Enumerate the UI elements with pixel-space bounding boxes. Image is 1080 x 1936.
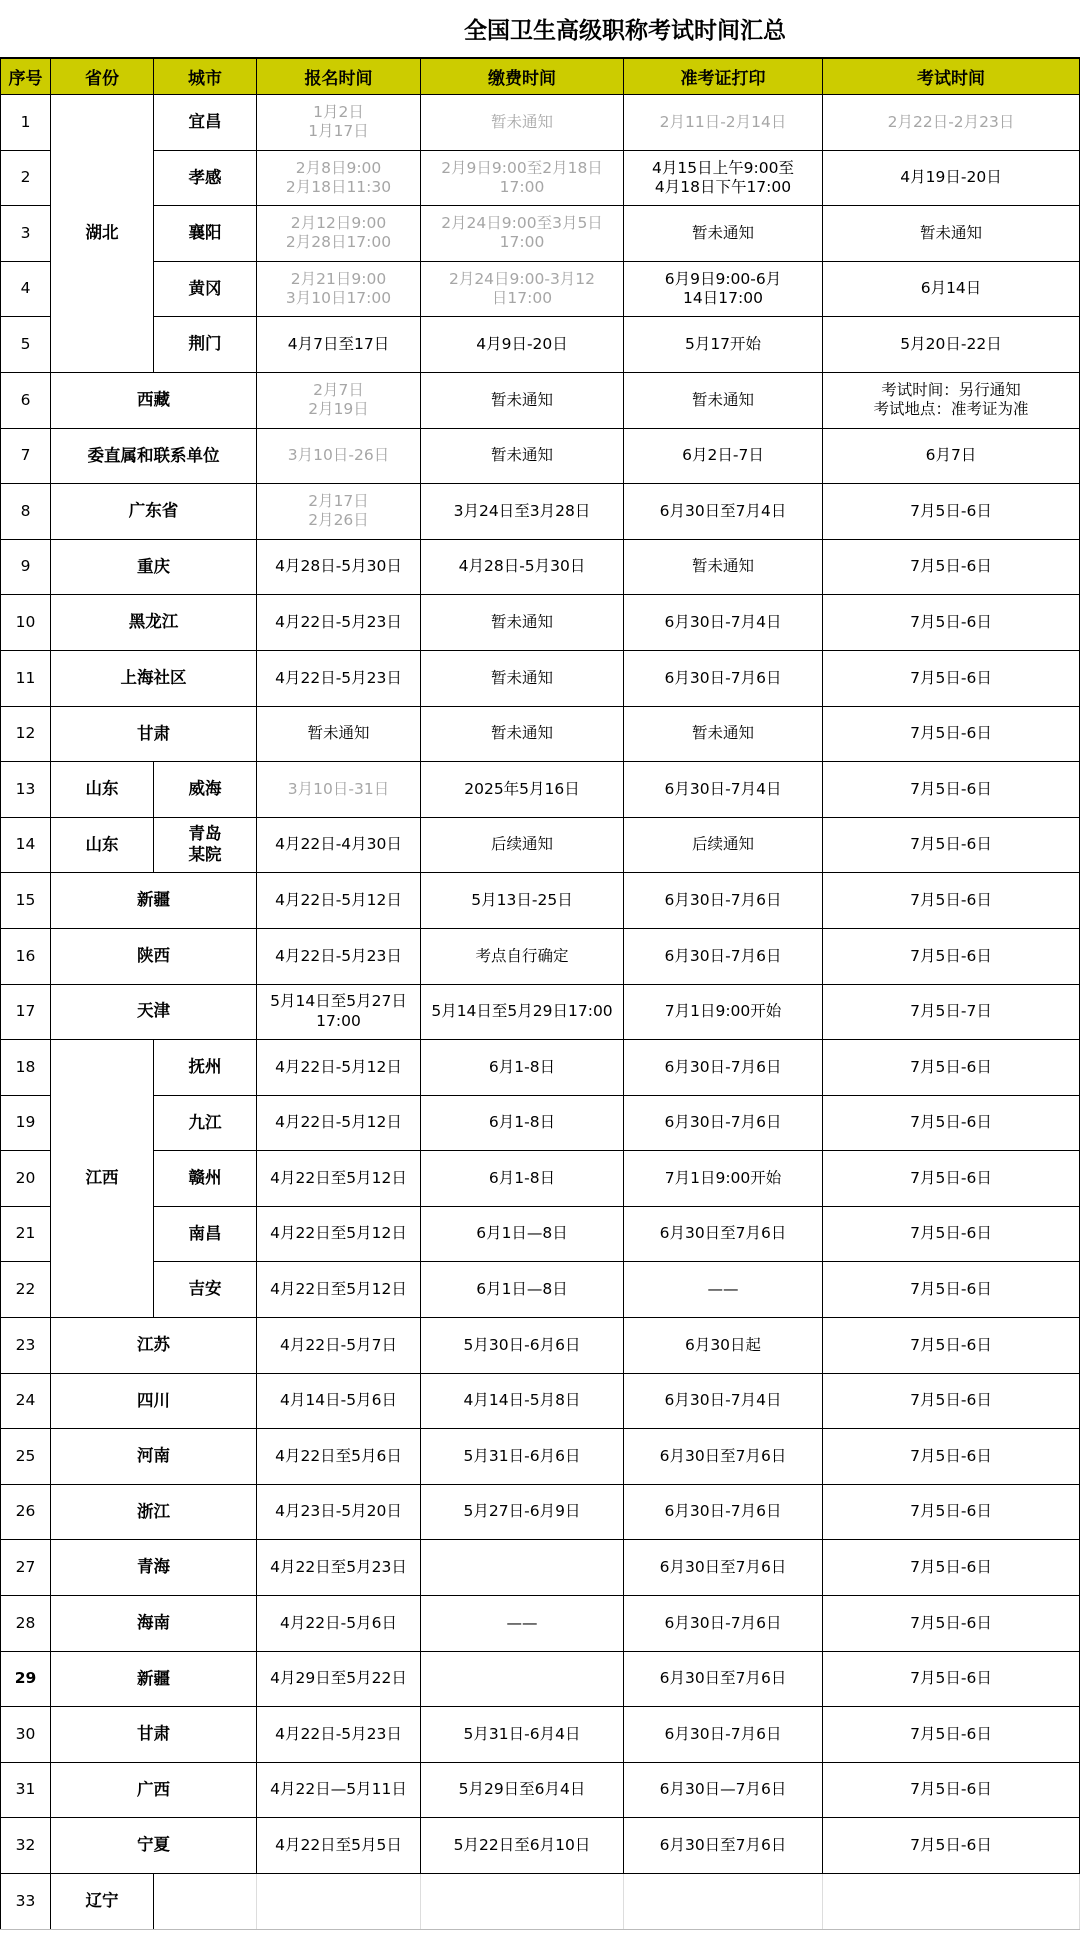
row-index-cell: 28 [1,1596,51,1652]
exam-time-cell: 7月5日-6日 [823,1262,1080,1318]
admission-ticket-cell: 6月30日至7月6日 [624,1651,823,1707]
admission-ticket-cell: —— [624,1262,823,1318]
payment-time-cell: 5月29日至6月4日 [421,1762,624,1818]
header-payment-time: 缴费时间 [421,59,624,95]
registration-time-cell: 4月22日-5月23日 [257,650,421,706]
region-cell: 重庆 [51,539,257,595]
table-row [1,1206,1080,1262]
registration-time-cell: 4月22日-5月12日 [257,873,421,929]
payment-time-cell: 暂未通知 [421,372,624,428]
row-index-cell: 2 [1,150,51,206]
exam-time-cell: 7月5日-6日 [823,539,1080,595]
row-index-cell: 12 [1,706,51,762]
payment-time-cell [421,1651,624,1707]
registration-time-cell: 2月7日 2月19日 [257,372,421,428]
region-cell: 上海社区 [51,650,257,706]
row-index-cell: 5 [1,317,51,373]
table-row [1,650,1080,706]
city-cell [154,1874,257,1930]
exam-time-cell: 2月22日-2月23日 [823,95,1080,151]
exam-time-cell: 7月5日-6日 [823,1206,1080,1262]
admission-ticket-cell: 6月30日-7月4日 [624,762,823,818]
registration-time-cell: 2月21日9:00 3月10日17:00 [257,261,421,317]
registration-time-cell: 4月22日-5月23日 [257,928,421,984]
exam-time-cell: 7月5日-6日 [823,1151,1080,1207]
exam-time-cell: 7月5日-6日 [823,595,1080,651]
table-row [1,1540,1080,1596]
table-row [1,428,1080,484]
admission-ticket-cell: 7月1日9:00开始 [624,984,823,1040]
admission-ticket-cell: 6月2日-7日 [624,428,823,484]
table-row [1,1040,1080,1096]
region-cell: 西藏 [51,372,257,428]
exam-time-cell: 7月5日-6日 [823,1095,1080,1151]
registration-time-cell [257,1874,421,1930]
payment-time-cell: 3月24日至3月28日 [421,484,624,540]
payment-time-cell: 4月28日-5月30日 [421,539,624,595]
exam-time-cell: 7月5日-6日 [823,1596,1080,1652]
row-index-cell: 20 [1,1151,51,1207]
page-title: 全国卫生高级职称考试时间汇总 [0,0,1080,58]
city-cell: 吉安 [154,1262,257,1318]
city-cell: 九江 [154,1095,257,1151]
province-cell: 湖北 [51,95,154,373]
registration-time-cell: 4月22日-4月30日 [257,817,421,873]
table-row [1,873,1080,929]
admission-ticket-cell: 6月30日-7月6日 [624,1040,823,1096]
exam-time-cell: 5月20日-22日 [823,317,1080,373]
region-cell: 新疆 [51,873,257,929]
row-index-cell: 29 [1,1651,51,1707]
registration-time-cell: 1月2日 1月17日 [257,95,421,151]
payment-time-cell: 后续通知 [421,817,624,873]
admission-ticket-cell: 7月1日9:00开始 [624,1151,823,1207]
city-cell: 宜昌 [154,95,257,151]
province-cell: 山东 [51,762,154,818]
payment-time-cell: 6月1-8日 [421,1151,624,1207]
header-row [1,59,1080,95]
province-cell: 山东 [51,817,154,873]
region-cell: 河南 [51,1429,257,1485]
payment-time-cell: 暂未通知 [421,95,624,151]
city-cell: 赣州 [154,1151,257,1207]
table-row [1,1707,1080,1763]
exam-time-cell: 4月19日-20日 [823,150,1080,206]
payment-time-cell: 4月9日-20日 [421,317,624,373]
row-index-cell: 7 [1,428,51,484]
row-index-cell: 10 [1,595,51,651]
admission-ticket-cell: 6月30日-7月4日 [624,595,823,651]
header-city: 城市 [154,59,257,95]
row-index-cell: 19 [1,1095,51,1151]
registration-time-cell: 4月22日-5月6日 [257,1596,421,1652]
exam-time-cell: 7月5日-7日 [823,984,1080,1040]
region-cell: 海南 [51,1596,257,1652]
payment-time-cell: 2月24日9:00至3月5日 17:00 [421,206,624,262]
exam-time-cell: 7月5日-6日 [823,706,1080,762]
exam-time-cell: 7月5日-6日 [823,1318,1080,1374]
exam-time-cell: 6月7日 [823,428,1080,484]
exam-time-cell: 考试时间：另行通知 考试地点：准考证为准 [823,372,1080,428]
table-row [1,206,1080,262]
payment-time-cell: 5月30日-6月6日 [421,1318,624,1374]
table-row [1,1095,1080,1151]
payment-time-cell: 暂未通知 [421,595,624,651]
city-cell: 孝感 [154,150,257,206]
city-cell: 抚州 [154,1040,257,1096]
row-index-cell: 26 [1,1484,51,1540]
city-cell: 荆门 [154,317,257,373]
row-index-cell: 22 [1,1262,51,1318]
admission-ticket-cell: 6月30日至7月6日 [624,1818,823,1874]
row-index-cell: 14 [1,817,51,873]
exam-time-cell [823,1874,1080,1930]
exam-time-cell: 7月5日-6日 [823,1707,1080,1763]
table-row [1,539,1080,595]
registration-time-cell: 4月22日-5月12日 [257,1040,421,1096]
admission-ticket-cell: 6月30日至7月4日 [624,484,823,540]
row-index-cell: 1 [1,95,51,151]
admission-ticket-cell: 2月11日-2月14日 [624,95,823,151]
registration-time-cell: 4月22日至5月12日 [257,1151,421,1207]
registration-time-cell: 4月14日-5月6日 [257,1373,421,1429]
payment-time-cell: 5月27日-6月9日 [421,1484,624,1540]
admission-ticket-cell: 4月15日上午9:00至 4月18日下午17:00 [624,150,823,206]
admission-ticket-cell: 暂未通知 [624,372,823,428]
registration-time-cell: 4月22日至5月12日 [257,1262,421,1318]
exam-time-cell: 7月5日-6日 [823,1762,1080,1818]
region-cell: 新疆 [51,1651,257,1707]
registration-time-cell: 4月22日-5月7日 [257,1318,421,1374]
region-cell: 四川 [51,1373,257,1429]
table-row [1,1373,1080,1429]
exam-time-cell: 7月5日-6日 [823,484,1080,540]
table-row [1,1874,1080,1930]
exam-time-cell: 7月5日-6日 [823,1429,1080,1485]
admission-ticket-cell: 6月30日-7月6日 [624,1095,823,1151]
admission-ticket-cell: 暂未通知 [624,206,823,262]
exam-time-cell: 暂未通知 [823,206,1080,262]
exam-time-cell: 7月5日-6日 [823,1484,1080,1540]
exam-time-cell: 7月5日-6日 [823,1540,1080,1596]
admission-ticket-cell [624,1874,823,1930]
registration-time-cell: 4月29日至5月22日 [257,1651,421,1707]
region-cell: 黑龙江 [51,595,257,651]
table-row [1,1429,1080,1485]
exam-time-cell: 7月5日-6日 [823,1373,1080,1429]
exam-time-cell: 7月5日-6日 [823,1651,1080,1707]
table-row [1,1262,1080,1318]
admission-ticket-cell: 6月30日-7月6日 [624,1707,823,1763]
registration-time-cell: 3月10日-26日 [257,428,421,484]
exam-time-cell: 6月14日 [823,261,1080,317]
payment-time-cell: 6月1日—8日 [421,1206,624,1262]
table-row [1,261,1080,317]
admission-ticket-cell: 6月30日-7月6日 [624,650,823,706]
registration-time-cell: 5月14日至5月27日 17:00 [257,984,421,1040]
row-index-cell: 17 [1,984,51,1040]
region-cell: 陕西 [51,928,257,984]
table-row [1,984,1080,1040]
table-row [1,484,1080,540]
exam-time-cell: 7月5日-6日 [823,1818,1080,1874]
row-index-cell: 21 [1,1206,51,1262]
registration-time-cell: 4月28日-5月30日 [257,539,421,595]
row-index-cell: 3 [1,206,51,262]
payment-time-cell: 暂未通知 [421,650,624,706]
row-index-cell: 32 [1,1818,51,1874]
row-index-cell: 16 [1,928,51,984]
header-index: 序号 [1,59,51,95]
payment-time-cell: 6月1-8日 [421,1040,624,1096]
table-row [1,817,1080,873]
table-row [1,1484,1080,1540]
row-index-cell: 27 [1,1540,51,1596]
row-index-cell: 4 [1,261,51,317]
registration-time-cell: 4月22日至5月12日 [257,1206,421,1262]
admission-ticket-cell: 6月30日至7月6日 [624,1206,823,1262]
payment-time-cell: 考点自行确定 [421,928,624,984]
table-row [1,928,1080,984]
row-index-cell: 25 [1,1429,51,1485]
admission-ticket-cell: 6月30日-7月6日 [624,873,823,929]
row-index-cell: 11 [1,650,51,706]
table-row [1,372,1080,428]
table-row [1,1318,1080,1374]
row-index-cell: 33 [1,1874,51,1930]
row-index-cell: 6 [1,372,51,428]
registration-time-cell: 暂未通知 [257,706,421,762]
registration-time-cell: 4月22日至5月5日 [257,1818,421,1874]
row-index-cell: 9 [1,539,51,595]
city-cell: 青岛 某院 [154,817,257,873]
admission-ticket-cell: 6月30日起 [624,1318,823,1374]
payment-time-cell: 2月24日9:00-3月12 日17:00 [421,261,624,317]
table-row [1,95,1080,151]
row-index-cell: 18 [1,1040,51,1096]
region-cell: 宁夏 [51,1818,257,1874]
payment-time-cell: 5月14日至5月29日17:00 [421,984,624,1040]
registration-time-cell: 4月22日至5月6日 [257,1429,421,1485]
exam-time-cell: 7月5日-6日 [823,873,1080,929]
registration-time-cell: 4月23日-5月20日 [257,1484,421,1540]
header-province: 省份 [51,59,154,95]
exam-time-cell: 7月5日-6日 [823,762,1080,818]
row-index-cell: 15 [1,873,51,929]
row-index-cell: 24 [1,1373,51,1429]
payment-time-cell: 5月31日-6月4日 [421,1707,624,1763]
table-row [1,1596,1080,1652]
province-cell: 江西 [51,1040,154,1318]
exam-time-cell: 7月5日-6日 [823,1040,1080,1096]
admission-ticket-cell: 6月30日—7月6日 [624,1762,823,1818]
exam-time-cell: 7月5日-6日 [823,817,1080,873]
table-row [1,1818,1080,1874]
table-body [1,95,1080,1930]
city-cell: 黄冈 [154,261,257,317]
admission-ticket-cell: 6月30日-7月6日 [624,1484,823,1540]
table-row [1,317,1080,373]
region-cell: 委直属和联系单位 [51,428,257,484]
registration-time-cell: 4月22日-5月23日 [257,595,421,651]
exam-time-cell: 7月5日-6日 [823,928,1080,984]
payment-time-cell: 5月22日至6月10日 [421,1818,624,1874]
payment-time-cell: 5月13日-25日 [421,873,624,929]
admission-ticket-cell: 5月17开始 [624,317,823,373]
header-admission-ticket: 准考证打印 [624,59,823,95]
city-cell: 襄阳 [154,206,257,262]
payment-time-cell: —— [421,1596,624,1652]
exam-schedule-table [0,58,1080,1930]
admission-ticket-cell: 6月30日至7月6日 [624,1540,823,1596]
registration-time-cell: 4月22日至5月23日 [257,1540,421,1596]
header-registration-time: 报名时间 [257,59,421,95]
admission-ticket-cell: 后续通知 [624,817,823,873]
table-row [1,762,1080,818]
registration-time-cell: 4月22日—5月11日 [257,1762,421,1818]
payment-time-cell: 6月1-8日 [421,1095,624,1151]
header-exam-time: 考试时间 [823,59,1080,95]
admission-ticket-cell: 暂未通知 [624,706,823,762]
region-cell: 广东省 [51,484,257,540]
city-cell: 南昌 [154,1206,257,1262]
registration-time-cell: 2月8日9:00 2月18日11:30 [257,150,421,206]
payment-time-cell: 5月31日-6月6日 [421,1429,624,1485]
region-cell: 甘肃 [51,706,257,762]
row-index-cell: 8 [1,484,51,540]
payment-time-cell: 2025年5月16日 [421,762,624,818]
region-cell: 江苏 [51,1318,257,1374]
admission-ticket-cell: 暂未通知 [624,539,823,595]
exam-time-cell: 7月5日-6日 [823,650,1080,706]
payment-time-cell: 暂未通知 [421,428,624,484]
row-index-cell: 31 [1,1762,51,1818]
registration-time-cell: 3月10日-31日 [257,762,421,818]
registration-time-cell: 2月12日9:00 2月28日17:00 [257,206,421,262]
payment-time-cell [421,1874,624,1930]
region-cell: 广西 [51,1762,257,1818]
registration-time-cell: 2月17日 2月26日 [257,484,421,540]
table-row [1,706,1080,762]
registration-time-cell: 4月22日-5月12日 [257,1095,421,1151]
region-cell: 青海 [51,1540,257,1596]
registration-time-cell: 4月22日-5月23日 [257,1707,421,1763]
admission-ticket-cell: 6月9日9:00-6月 14日17:00 [624,261,823,317]
admission-ticket-cell: 6月30日-7月6日 [624,1596,823,1652]
region-cell: 浙江 [51,1484,257,1540]
table-row [1,1762,1080,1818]
admission-ticket-cell: 6月30日-7月4日 [624,1373,823,1429]
registration-time-cell: 4月7日至17日 [257,317,421,373]
row-index-cell: 13 [1,762,51,818]
region-cell: 甘肃 [51,1707,257,1763]
province-cell: 辽宁 [51,1874,154,1930]
row-index-cell: 23 [1,1318,51,1374]
city-cell: 威海 [154,762,257,818]
payment-time-cell: 4月14日-5月8日 [421,1373,624,1429]
admission-ticket-cell: 6月30日至7月6日 [624,1429,823,1485]
table-row [1,1651,1080,1707]
payment-time-cell: 暂未通知 [421,706,624,762]
payment-time-cell [421,1540,624,1596]
row-index-cell: 30 [1,1707,51,1763]
payment-time-cell: 2月9日9:00至2月18日 17:00 [421,150,624,206]
table-row [1,150,1080,206]
payment-time-cell: 6月1日—8日 [421,1262,624,1318]
table-row [1,595,1080,651]
admission-ticket-cell: 6月30日-7月6日 [624,928,823,984]
region-cell: 天津 [51,984,257,1040]
table-row [1,1151,1080,1207]
